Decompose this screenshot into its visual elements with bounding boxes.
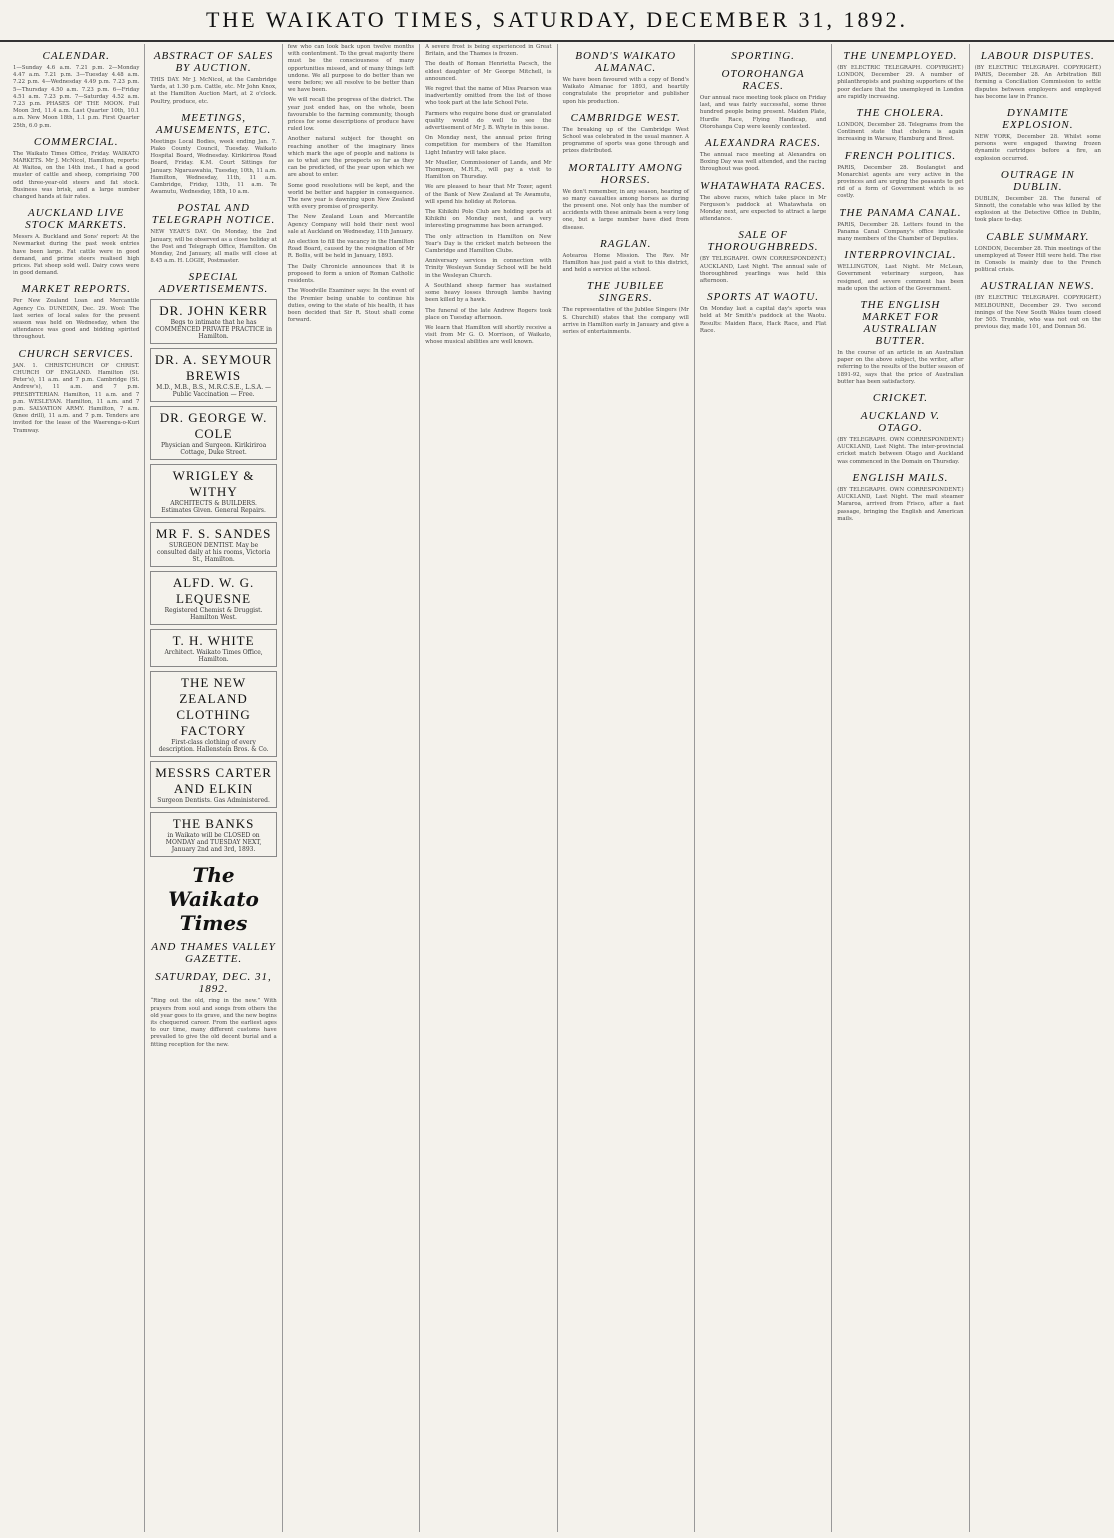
article-text: Some good resolutions will be kept, and the world be better and happier in consequence. The new year is dawning upon New Zealand with every promise of prosperity. — [287, 182, 415, 211]
article-text: We will recall the progress of the district. The year just ended has, on the whole, been favourable to the farming community, though prices for some descriptions of produce have ruled low. — [287, 97, 415, 133]
article-text: Farmers who require bone dust or granulated quality would do well to see the advertisement of Mr J. B. Whyte in this issue. — [425, 110, 552, 132]
column-2 — [145, 44, 282, 1532]
advertisement-text: in Waikato will be CLOSED on MONDAY and TUESDAY NEXT, January 2nd and 3rd, 1893. — [165, 832, 262, 854]
advertisement-name: DR. GEORGE W. COLE — [159, 410, 268, 442]
advertisement-text: First-class clothing of every description. Hallenstein Bros. & Co. — [158, 739, 269, 754]
advertisement — [150, 671, 276, 757]
article-text: On Monday next, the annual prize firing competition for members of the Hamilton Light Infantry will take place. — [425, 135, 552, 156]
section-heading: CAMBRIDGE WEST. — [570, 111, 681, 124]
article-text: The annual race meeting at Alexandra on Boxing Day was well attended, and the racing throughout was good. — [699, 152, 827, 173]
paper-title: The Waikato Times — [168, 863, 259, 936]
article-text: Anniversary services in connection with Trinity Wesleyan Sunday School will be held in the Wesleyan Church. — [425, 258, 552, 279]
advertisement-text: Physician and Surgeon. Kirikiriroa Cottage, Duke Street. — [160, 442, 267, 457]
article-text: A severe frost is being experienced in Great Britain, and the Thames is frozen. — [425, 44, 552, 58]
advertisement-name: WRIGLEY & WITHY — [172, 468, 255, 500]
section-heading: OUTRAGE IN DUBLIN. — [1000, 168, 1075, 193]
article-text: PARIS, December 28. Boulangist and Monarchist agents are very active in the provinces and are urging the peasants to get rid of a form of Government which is so costly. — [837, 164, 964, 200]
article-text: THIS DAY. Mr J. McNicol, at the Cambridge Yards, at 1.30 p.m. Cattle, etc. Mr John Knox, at the Hamilton Auction Mart, at 2 o'clock. Poultry, produce, etc. — [150, 77, 277, 105]
section-heading: DYNAMITE EXPLOSION. — [1002, 107, 1074, 132]
article-text: NEW YORK, December 28. Whilst some persons were engaged thawing frozen dynamite cartridges before a fire, an explosion occurred. — [974, 134, 1101, 162]
article-text: NEW YEAR'S DAY. On Monday, the 2nd January, will be observed as a close holiday at the Post and Telegraph Office, Hamilton. On Monday, 2nd January, all mails will close at 8.45 a.m. H. LOGIE, Postmaster. — [150, 229, 277, 265]
article-text: The Waikato Times Office, Friday. WAIKATO MARKETS. Mr J. McNicol, Hamilton, reports: At Waitoa, on the 14th inst., I had a good muster of cattle and sheep, comprising 700 odd three-year-old steers and fat stock. Business was brisk, and a large number changed hands at fair rates. — [13, 150, 140, 201]
article-text: We don't remember, in any season, hearing of so many casualties among horses as during the present one. Not only has the number of accidents with these animals been a very long one, but a large number have died from disease. — [562, 188, 689, 231]
article-text: Messrs A. Buckland and Sons' report: At the Newmarket during the past week entries have been large. Fat cattle were in good demand, and prime steers realised high prices. Fat sheep sold well. Dairy cows were in good demand. — [13, 234, 140, 277]
article-text: Per New Zealand Loan and Mercantile Agency Co. DUNEDIN, Dec. 29. Wool: The last series of local sales for the present season was held on Wednesday, when the attendance was good and bidding spirited throughout. — [13, 298, 140, 341]
column-7 — [832, 44, 969, 1532]
advertisement-text: M.D., M.B., B.S., M.R.C.S.E., L.S.A. — Public Vaccination — Free. — [156, 384, 272, 399]
section-heading: WHATAWHATA RACES. — [700, 179, 826, 192]
section-heading: BOND'S WAIKATO ALMANAC. — [575, 50, 677, 74]
advertisement — [150, 464, 276, 518]
advertisement-text: Registered Chemist & Druggist. Hamilton West. — [164, 607, 263, 622]
advertisement — [150, 406, 276, 460]
advertisement-name: THE BANKS — [172, 816, 255, 832]
article-text: We have been favoured with a copy of Bond's Waikato Almanac for 1893, and heartily congratulate the proprietor and publisher upon his production. — [562, 77, 689, 105]
advertisement — [150, 299, 276, 344]
section-heading: INTERPROVINCIAL. — [844, 249, 957, 262]
article-text: The above races, which take place in Mr Ferguson's paddock at Whatawhata on Monday next, are expected to attract a large attendance. — [699, 194, 827, 223]
column-4 — [420, 44, 557, 1532]
article-text: (BY TELEGRAPH. OWN CORRESPONDENT.) AUCKLAND, Last Night. The inter-provincial cricket match between Otago and Auckland was commenced in the Domain on Thursday. — [837, 437, 964, 465]
column-1 — [8, 44, 145, 1532]
article-text: Mr Mueller, Commissioner of Lands, and Mr Thompson, M.H.R., will pay a visit to Hamilton on Thursday. — [425, 159, 552, 181]
section-heading: AUCKLAND LIVE STOCK MARKETS. — [25, 207, 128, 232]
article-text: WELLINGTON, Last Night. Mr McLean, Government veterinary surgeon, has resigned, and severe comment has been made upon the action of the Government. — [837, 264, 964, 292]
article-text: Meetings Local Bodies, week ending Jan. 7. Piako County Council, Tuesday. Waikato Hospital Board, Wednesday. Kirikiriroa Road Board, Friday. K.M. Court Sittings for January. Ngaruawahia, Tuesday, 10th, 11 a.m. Hamilton, Wednesday, 11th, 11 a.m. Cambridge, Friday, 13th, 11 a.m. Te Awamutu, Wednesday, 18th, 10 a.m. — [150, 138, 277, 196]
column-3 — [283, 44, 420, 1532]
article-text: PARIS, December 28. Letters found in the Panama Canal Company's office implicate many members of the Chamber of Deputies. — [837, 221, 964, 243]
advertisement-name: MR F. S. SANDES — [155, 526, 272, 542]
article-text: LONDON, December 28. Telegrams from the Continent state that cholera is again increasing in Warsaw, Hamburg and Brest. — [837, 122, 964, 143]
column-8 — [970, 44, 1106, 1532]
article-text: (BY ELECTRIC TELEGRAPH. COPYRIGHT.) MELBOURNE, December 29. Two second innings of the New South Wales team closed for 505. Trumble, who was not out on the previous day, made 101, and Donnan 56. — [974, 295, 1101, 331]
section-heading: AND THAMES VALLEY GAZETTE. — [151, 941, 276, 966]
section-heading: THE PANAMA CANAL. — [839, 206, 962, 219]
section-heading: ABSTRACT OF SALES BY AUCTION. — [153, 50, 274, 74]
section-heading: MEETINGS, AMUSEMENTS, ETC. — [155, 111, 272, 136]
article-text: Aotearoa Home Mission. The Rev. Mr Hamilton has just paid a visit to this district, and held a service at the school. — [562, 252, 689, 274]
article-text: In the course of an article in an Australian paper on the above subject, the writer, after referring to the results of the butter season of 1891-92, says that the price of Australian butter has been satisfactory. — [837, 350, 964, 385]
article-text: The only attraction in Hamilton on New Year's Day is the cricket match between the Cambridge and Hamilton Clubs. — [425, 233, 552, 255]
section-heading: COMMERCIAL. — [33, 135, 119, 148]
article-text: The representative of the Jubilee Singers (Mr S. Churchill) states that the company will arrive in Hamilton early in January and give a series of entertainments. — [562, 307, 689, 336]
article-text: The death of Roman Henrietta Pacsch, the eldest daughter of Mr George Mitchell, is announced. — [425, 61, 552, 82]
section-heading: LABOUR DISPUTES. — [980, 50, 1095, 62]
advertisement-name: MESSRS CARTER AND ELKIN — [155, 765, 272, 797]
article-text: LONDON, December 28. Thin meetings of the unemployed at Tower Hill were held. The rise in Consols is mainly due to the French political crisis. — [974, 245, 1101, 274]
article-text: (BY TELEGRAPH. OWN CORRESPONDENT.) AUCKLAND, Last Night. The annual sale of thoroughbred yearlings was held this afternoon. — [699, 256, 827, 285]
section-heading: POSTAL AND TELEGRAPH NOTICE. — [151, 202, 276, 227]
advertisement-name: DR. JOHN KERR — [159, 303, 268, 319]
advertisement-text: Architect. Waikato Times Office, Hamilton. — [164, 649, 263, 664]
article-text: Another natural subject for thought on reaching another of the imaginary lines which mark the age of people and nations is as to what are the prospects so far as they can be predicted, of the year upon which we are about to enter. — [287, 136, 415, 179]
section-heading: THE UNEMPLOYED. — [843, 50, 958, 62]
section-heading: MORTALITY AMONG HORSES. — [568, 161, 683, 186]
section-heading: CRICKET. — [872, 392, 929, 405]
advertisement — [150, 571, 276, 625]
advertisement-name: T. H. WHITE — [172, 633, 255, 649]
advertisement — [150, 812, 276, 857]
advertisement-name: THE NEW ZEALAND CLOTHING FACTORY — [176, 675, 251, 739]
advertisement-name: ALFD. W. G. LEQUESNE — [172, 575, 255, 607]
advertisement-text: Surgeon Dentists. Gas Administered. — [157, 797, 270, 805]
section-heading: THE JUBILEE SINGERS. — [587, 280, 665, 305]
section-heading: AUCKLAND V. OTAGO. — [860, 410, 941, 435]
section-heading: CABLE SUMMARY. — [986, 230, 1090, 243]
article-text: (BY ELECTRIC TELEGRAPH. COPYRIGHT.) LONDON, December 29. A number of philanthropists and pushing supporters of the poor declare that the unemployed in London are rapidly increasing. — [837, 65, 964, 100]
article-text: few who can look back upon twelve months with contentment. To the great majority there must be the consciousness of many opportunities missed, and of many things left undone. We all purpose to do better than we were before; we all resolve to be better than we have been. — [287, 44, 415, 94]
section-heading: AUSTRALIAN NEWS. — [980, 280, 1095, 293]
article-text: The Woodville Examiner says: In the event of the Premier being unable to continue his duties, owing to the state of his health, it has been decided that Sir R. Stout shall come forward. — [287, 288, 415, 324]
advertisement-name: DR. A. SEYMOUR BREWIS — [154, 352, 273, 384]
columns — [8, 44, 1106, 1532]
article-text: 1—Sunday 4.6 a.m. 7.21 p.m. 2—Monday 4.47 a.m. 7.21 p.m. 3—Tuesday 4.48 a.m. 7.22 p.m. 4—Wednesday 4.49 p.m. 7.23 p.m. 5—Thursday 4.50 a.m. 7.23 p.m. 6—Friday 4.51 a.m. 7.23 p.m. 7—Saturday 4.52 a.m. 7.23 p.m. PHASES OF THE MOON. Full Moon 3rd, 11.4 a.m. Last Quarter 10th, 10.1 a.m. New Moon 18th, 1.1 p.m. First Quarter 25th, 6.0 p.m. — [13, 65, 140, 129]
section-heading: THE CHOLERA. — [856, 107, 945, 120]
advertisement-text: Begs to intimate that he has COMMENCED PRIVATE PRACTICE in Hamilton. — [155, 319, 272, 341]
section-heading: CALENDAR. — [42, 50, 110, 62]
article-text: The Kihikihi Polo Club are holding sports at Kihikihi on Monday next, and a very interesting programme has been arranged. — [425, 209, 552, 230]
article-text: (BY ELECTRIC TELEGRAPH. COPYRIGHT.) PARIS, December 28. An Arbitration Bill forming a Conciliation Commission to settle disputes between employers and employed has become law in France. — [974, 65, 1101, 100]
article-text: The breaking up of the Cambridge West School was celebrated in the usual manner. A programme of sports was gone through and prizes distributed. — [562, 126, 689, 155]
article-text: The New Zealand Loan and Mercantile Agency Company will hold their next wool sale at Auckland on Wednesday, 11th January. — [287, 214, 415, 235]
article-text: Our annual race meeting took place on Friday last, and was fairly successful, some three hundred people being present. Maiden Plate, Hurdle Race, Flying Handicap, and Otorohanga Cup were keenly contested. — [699, 95, 827, 130]
article-text: We regret that the name of Miss Pearson was inadvertently omitted from the list of those who took part at the late School Fete. — [425, 86, 552, 107]
section-heading: SPORTING. — [731, 50, 795, 62]
masthead-title: THE WAIKATO TIMES, SATURDAY, DECEMBER 31, 1892. — [205, 7, 909, 32]
advertisement-text: ARCHITECTS & BUILDERS. Estimates Given. General Repairs. — [161, 500, 266, 515]
advertisement — [150, 522, 276, 567]
section-heading: SALE OF THOROUGHBREDS. — [707, 229, 819, 254]
article-text: (BY TELEGRAPH. OWN CORRESPONDENT.) AUCKLAND, Last Night. The mail steamer Mararoa, arrived from Frisco, after a fast passage, bringing the English and American mails. — [837, 486, 964, 522]
article-text: We are pleased to hear that Mr Tozer, agent of the Bank of New Zealand at Te Awamutu, will spend his holiday at Rotorua. — [425, 184, 552, 205]
masthead — [0, 0, 1114, 42]
article-text: We learn that Hamilton will shortly receive a visit from Mr G. O. Morrison, of Waikato, whose musical abilities are well known. — [425, 324, 552, 346]
article-text: DUBLIN, December 28. The funeral of Sinnott, the constable who was killed by the explosion at the Detective Office in Dublin, took place to-day. — [974, 195, 1101, 224]
section-heading: RAGLAN. — [600, 237, 652, 250]
section-heading: FRENCH POLITICS. — [844, 149, 957, 162]
section-heading: SPORTS AT WAOTU. — [707, 291, 820, 304]
section-heading: THE ENGLISH MARKET FOR AUSTRALIAN BUTTER. — [860, 299, 941, 348]
article-text: On Monday last a capital day's sports was held at Mr Smith's paddock at the Waotu. Results: Maiden Race, Hack Race, and Flat Race. — [699, 306, 827, 334]
article-text: JAN. 1. CHRISTCHURCH OF CHRIST. CHURCH OF ENGLAND. Hamilton (St. Peter's), 11 a.m. and 7 p.m. Cambridge (St. Andrew's), 11 a.m. and 7 p.m. PRESBYTERIAN. Hamilton, 11 a.m. and 7 p.m. WESLEYAN. Hamilton, 11 a.m. and 7 p.m. SALVATION ARMY. Hamilton, 7 a.m. (knee drill), 11 a.m. and 7 p.m. Tenders are invited for the lease of the Waerenga-o-Kuri Tramway. — [13, 362, 140, 434]
column-6 — [695, 44, 832, 1532]
advertisement-text: SURGEON DENTIST. May be consulted daily at his rooms, Victoria St., Hamilton. — [156, 542, 271, 564]
section-heading: OTOROHANGA RACES. — [721, 68, 805, 92]
section-heading: ENGLISH MAILS. — [852, 471, 949, 484]
article-text: A Southland sheep farmer has sustained some heavy losses through lambs having been killed by a hawk. — [425, 282, 552, 304]
section-heading: ALEXANDRA RACES. — [705, 137, 822, 150]
advertisement — [150, 629, 276, 667]
advertisement — [150, 348, 276, 402]
section-heading: MARKET REPORTS. — [21, 283, 131, 296]
section-heading: CHURCH SERVICES. — [18, 347, 134, 360]
section-heading: SATURDAY, DEC. 31, 1892. — [155, 971, 272, 996]
advertisement — [150, 761, 276, 808]
article-text: An election to fill the vacancy in the Hamilton Road Board, caused by the resignation of Mr R. Bollis, will be held in January, 1893. — [287, 239, 415, 260]
article-text: The Daily Chronicle announces that it is proposed to form a union of Roman Catholic residents. — [287, 263, 415, 285]
article-text: The funeral of the late Andrew Rogers took place on Tuesday afternoon. — [425, 307, 552, 321]
section-heading: SPECIAL ADVERTISEMENTS. — [158, 271, 269, 296]
column-5 — [558, 44, 695, 1532]
article-text: “Ring out the old, ring in the new.” With prayers from soul and songs from others the old year goes to its grave, and the new begins its chequered career. From the earliest ages to our time, many different customs have prevailed to give the old decent burial and a fitting reception for the new. — [150, 998, 277, 1048]
